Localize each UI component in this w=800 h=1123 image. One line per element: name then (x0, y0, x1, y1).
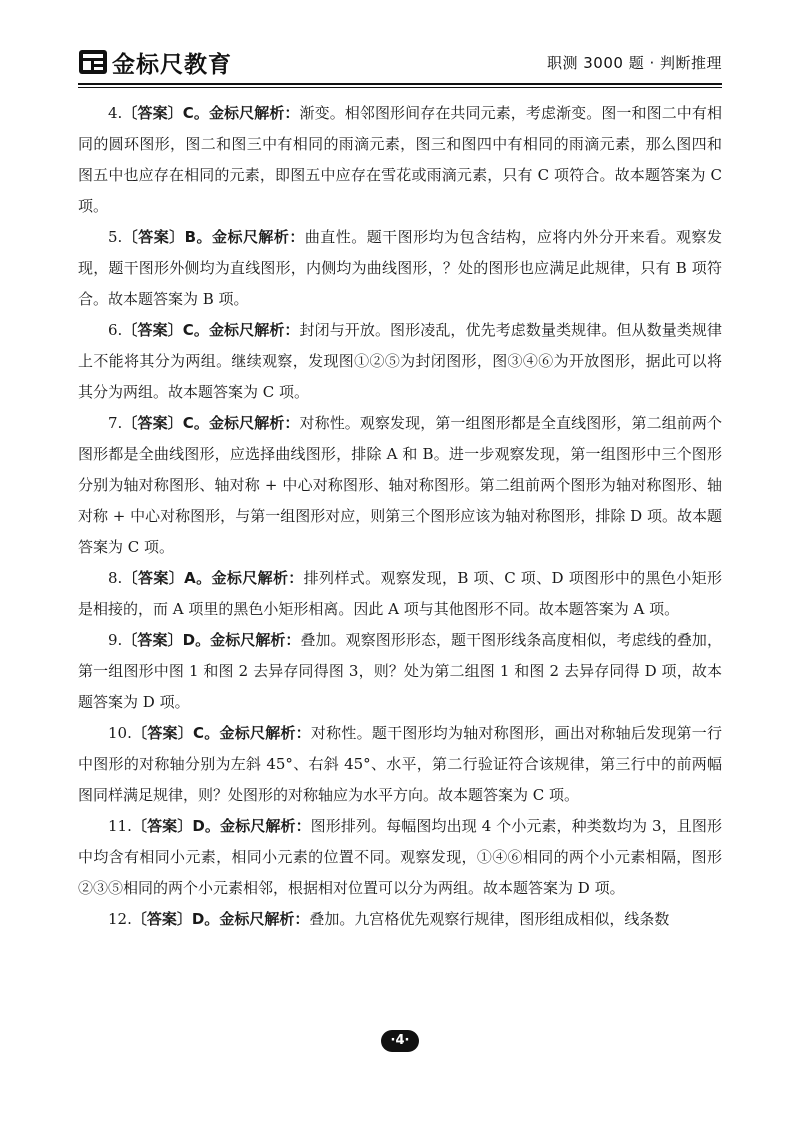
answer-item-10 (78, 718, 722, 811)
item-number: 10. (108, 724, 132, 742)
answer-tag: 〔答案〕C。 (122, 414, 209, 432)
analysis-text: 排列样式。观察发现，B 项、C 项、D 项图形中的黑色小矩形是相接的，而 A 项里的黑色小矩形相离。因此 A 项与其他图形不同。故本题答案为 A 项。 (78, 569, 722, 618)
answer-item-6 (78, 315, 722, 408)
answer-tag: 〔答案〕C。 (131, 724, 220, 742)
header-rule (78, 83, 722, 88)
brand (78, 46, 232, 79)
series-title: 职测 3000 题 · 判断推理 (546, 53, 722, 72)
analysis-label: 金标尺解析： (210, 631, 301, 649)
answer-list (78, 98, 722, 935)
item-number: 12. (108, 910, 132, 928)
answer-tag: 〔答案〕D。 (131, 817, 221, 835)
analysis-text: 曲直性。题干图形均为包含结构，应将内外分开来看。观察发现，题干图形外侧均为直线图形，内侧均为曲线图形，？处的图形也应满足此规律，只有 B 项符合。故本题答案为 B 项。 (78, 228, 722, 308)
answer-tag: 〔答案〕A。 (122, 569, 212, 587)
answer-tag: 〔答案〕C。 (122, 321, 209, 339)
analysis-label: 金标尺解析： (219, 910, 310, 928)
analysis-label: 金标尺解析： (208, 321, 300, 339)
analysis-text: 叠加。九宫格优先观察行规律，图形组成相似，线条数 (309, 910, 670, 928)
analysis-label: 金标尺解析： (208, 104, 300, 122)
answer-item-8 (78, 563, 722, 625)
analysis-text: 图形排列。每幅图均出现 4 个小元素，种类数均为 3，且图形中均含有相同小元素，相同小元素的位置不同。观察发现，①④⑥相同的两个小元素相隔，图形②③⑤相同的两个小元素相邻，根据相对位置可以分为两组。故本题答案为 D 项。 (78, 817, 722, 897)
item-number: 6. (108, 321, 123, 339)
answer-tag: 〔答案〕D。 (131, 910, 220, 928)
item-number: 8. (108, 569, 123, 587)
analysis-label: 金标尺解析： (219, 724, 311, 742)
answer-item-9 (78, 625, 722, 718)
analysis-text: 对称性。题干图形均为轴对称图形，画出对称轴后发现第一行中图形的对称轴分别为左斜 45°、右斜 45°、水平，第二行验证符合该规律，第三行中的前两幅图同样满足规律，则？处图形的对称轴应为水平方向。故本题答案为 C 项。 (78, 724, 722, 804)
analysis-label: 金标尺解析： (208, 414, 300, 432)
answer-item-4 (78, 98, 722, 222)
answer-item-11 (78, 811, 722, 904)
answer-item-5 (78, 222, 722, 315)
page-footer (0, 1030, 800, 1052)
analysis-text: 叠加。观察图形形态，题干图形线条高度相似，考虑线的叠加，第一组图形中图 1 和图 2 去异存同得图 3，则？处为第二组图 1 和图 2 去异存同得 D 项，故本题答案为 D 项。 (78, 631, 722, 711)
brand-name: 金标尺教育 (112, 51, 232, 78)
item-number: 4. (108, 104, 123, 122)
ruler-logo-icon (78, 47, 108, 77)
analysis-label: 金标尺解析： (211, 569, 304, 587)
analysis-text: 渐变。相邻图形间存在共同元素，考虑渐变。图一和图二中有相同的圆环图形，图二和图三中有相同的雨滴元素，图三和图四中有相同的雨滴元素，那么图四和图五中也应存在相同的元素，即图五中应存在雪花或雨滴元素，只有 C 项符合。故本题答案为 C 项。 (78, 104, 722, 215)
analysis-text: 封闭与开放。图形凌乱，优先考虑数量类规律。但从数量类规律上不能将其分为两组。继续观察，发现图①②⑤为封闭图形，图③④⑥为开放图形，据此可以将其分为两组。故本题答案为 C 项。 (78, 321, 722, 401)
analysis-label: 金标尺解析： (220, 817, 311, 835)
answer-item-7 (78, 408, 722, 563)
item-number: 9. (108, 631, 123, 649)
page-number: ·4· (381, 1030, 420, 1052)
item-number: 11. (108, 817, 132, 835)
answer-item-12 (78, 904, 722, 935)
item-number: 5. (108, 228, 123, 246)
item-number: 7. (108, 414, 123, 432)
answer-tag: 〔答案〕B。 (122, 228, 213, 246)
page-header (78, 44, 722, 80)
analysis-label: 金标尺解析： (212, 228, 305, 246)
analysis-text: 对称性。观察发现，第一组图形都是全直线图形，第二组前两个图形都是全曲线图形，应选择曲线图形，排除 A 和 B。进一步观察发现，第一组图形中三个图形分别为轴对称图形、轴对称 + 中心对称图形、轴对称图形。第二组前两个图形为轴对称图形、轴对称 + 中心对称图形，与第一组图形对应，则第三个图形应该为轴对称图形，排除 D 项。故本题答案为 C 项。 (78, 414, 722, 556)
answer-tag: 〔答案〕D。 (122, 631, 211, 649)
answer-tag: 〔答案〕C。 (122, 104, 209, 122)
